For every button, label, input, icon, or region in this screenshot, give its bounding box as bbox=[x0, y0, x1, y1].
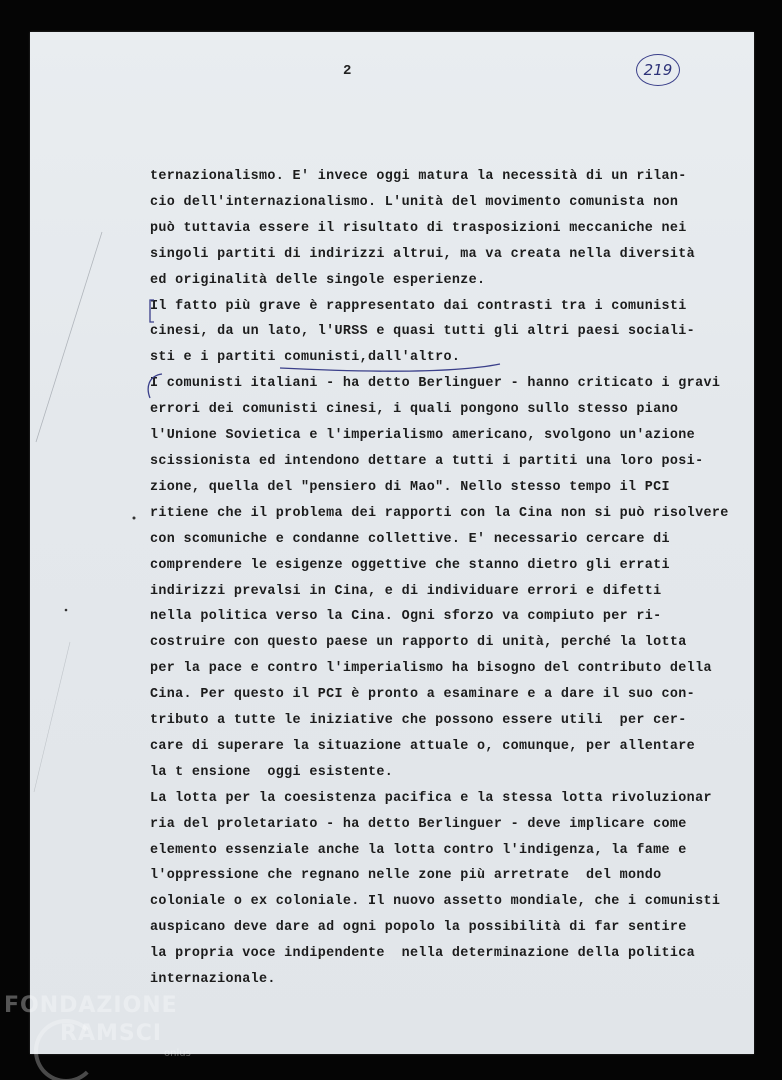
text-line: I comunisti italiani - ha detto Berlinguer - hanno criticato i gravi bbox=[150, 376, 721, 392]
text-line: scissionista ed intendono dettare a tutti i partiti una loro posi- bbox=[150, 453, 704, 469]
text-line: per la pace e contro l'imperialismo ha bisogno del contributo della bbox=[150, 661, 712, 677]
text-line: indirizzi prevalsi in Cina, e di individuare errori e difetti bbox=[150, 583, 662, 599]
text-line: l'Unione Sovietica e l'imperialismo americano, svolgono un'azione bbox=[150, 428, 696, 444]
text-line: ritiene che il problema dei rapporti con la Cina non si può risolvere bbox=[150, 505, 729, 521]
text-line: elemento essenziale anche la lotta contro l'indigenza, la fame e bbox=[150, 842, 687, 858]
text-line: zione, quella del "pensiero di Mao". Nello stesso tempo il PCI bbox=[150, 479, 670, 495]
ink-dot-mark bbox=[133, 517, 136, 520]
text-line: comprendere le esigenze oggettive che stanno dietro gli errati bbox=[150, 557, 670, 573]
text-line: cio dell'internazionalismo. L'unità del movimento comunista non bbox=[150, 194, 679, 210]
text-line: singoli partiti di indirizzi altrui, ma va creata nella diversità bbox=[150, 246, 696, 262]
archive-watermark bbox=[4, 993, 191, 1059]
text-line: internazionale. bbox=[150, 972, 276, 988]
text-line: costruire con questo paese un rapporto di unità, perché la lotta bbox=[150, 635, 687, 651]
text-line: coloniale o ex coloniale. Il nuovo assetto mondiale, che i comunisti bbox=[150, 894, 721, 910]
ink-dot-mark bbox=[65, 609, 68, 612]
text-line: la t ensione oggi esistente. bbox=[150, 764, 394, 780]
text-line: la propria voce indipendente nella determinazione della politica bbox=[150, 946, 696, 962]
watermark-g-logo-icon bbox=[34, 1019, 98, 1080]
text-line: auspicano deve dare ad ogni popolo la possibilità di far sentire bbox=[150, 920, 687, 936]
text-line: ria del proletariato - ha detto Berlinguer - deve implicare come bbox=[150, 816, 687, 832]
pencil-stroke-mark bbox=[36, 232, 102, 442]
text-line: errori dei comunisti cinesi, i quali pongono sullo stesso piano bbox=[150, 402, 679, 418]
watermark-subtitle: RAMSCI bbox=[60, 1021, 163, 1046]
text-line: l'oppressione che regnano nelle zone più arretrate del mondo bbox=[150, 868, 662, 884]
text-line: cinesi, da un lato, l'URSS e quasi tutti gli altri paesi sociali- bbox=[150, 324, 696, 340]
archive-number-stamp: 219 bbox=[636, 54, 680, 86]
page-number: 2 bbox=[343, 63, 352, 79]
text-line: con scomuniche e condanne collettive. E' necessario cercare di bbox=[150, 531, 670, 547]
pencil-stroke-mark bbox=[34, 642, 70, 792]
text-line: Cina. Per questo il PCI è pronto a esaminare e a dare il suo con- bbox=[150, 687, 696, 703]
text-line: Il fatto più grave è rappresentato dai contrasti tra i comunisti bbox=[150, 298, 687, 314]
text-line: nella politica verso la Cina. Ogni sforzo va compiuto per ri- bbox=[150, 609, 662, 625]
text-line: ed originalità delle singole esperienze. bbox=[150, 272, 486, 288]
text-line: care di superare la situazione attuale o, comunque, per allentare bbox=[150, 738, 696, 754]
watermark-suffix: onlus bbox=[164, 1048, 191, 1059]
document-page bbox=[30, 32, 754, 1054]
watermark-title: FONDAZIONE bbox=[4, 993, 178, 1018]
text-line: tributo a tutte le iniziative che possono essere utili per cer- bbox=[150, 713, 687, 729]
text-line: La lotta per la coesistenza pacifica e la stessa lotta rivoluzionar bbox=[150, 790, 712, 806]
text-line: ternazionalismo. E' invece oggi matura la necessità di un rilan- bbox=[150, 169, 687, 184]
typewritten-body bbox=[150, 164, 760, 993]
text-line: sti e i partiti comunisti,dall'altro. bbox=[150, 350, 461, 366]
text-line: può tuttavia essere il risultato di trasposizioni meccaniche nei bbox=[150, 220, 687, 236]
